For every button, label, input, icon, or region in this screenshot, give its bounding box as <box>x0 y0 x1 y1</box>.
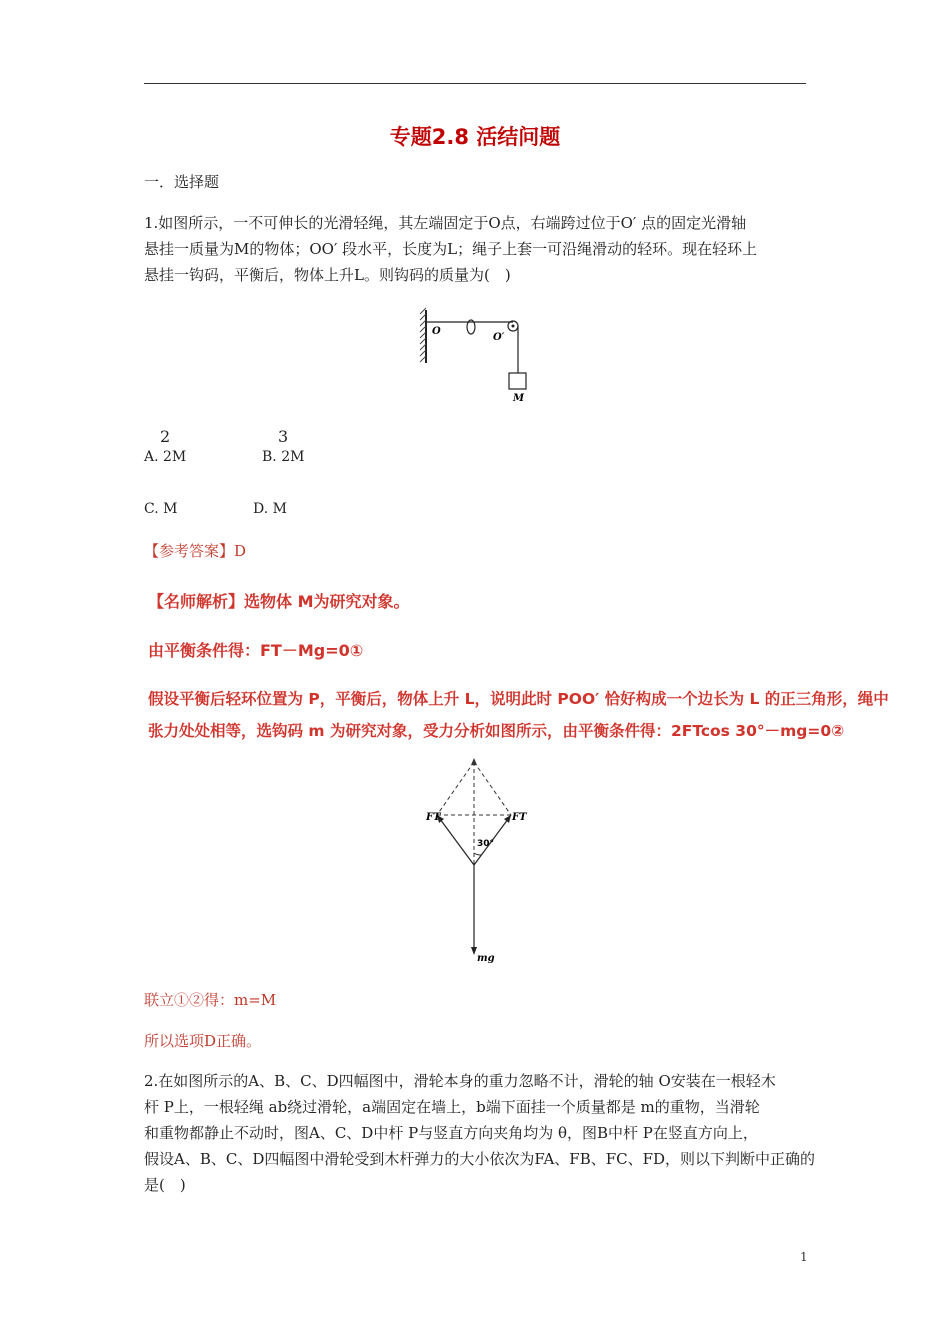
analysis-line-2: 由平衡条件得：FT－Mg=0① <box>148 641 364 660</box>
q2-line-1: 2.在如图所示的A、B、C、D四幅图中，滑轮本身的重力忽略不计，滑轮的轴 O安装在一根轻木 <box>144 1072 776 1090</box>
section-heading: 一．选择题 <box>144 173 220 191</box>
q1-line-3: 悬挂一钩码，平衡后，物体上升L。则钩码的质量为( ) <box>144 266 511 284</box>
label-angle: 30° <box>477 839 495 849</box>
label-mg: mg <box>477 953 495 964</box>
dashed-left-top <box>437 762 474 815</box>
reference-answer: 【参考答案】D <box>144 542 247 560</box>
analysis-line-4: 张力处处相等，选钩码 m 为研究对象，受力分析如图所示，由平衡条件得：2FTcos 30°－mg=0② <box>148 722 845 740</box>
option-a: A. 2M <box>144 449 187 465</box>
q2-line-4: 假设A、B、C、D四幅图中滑轮受到木杆弹力的大小依次为FA、FB、FC、FD，则以下判断中正确的 <box>144 1150 816 1168</box>
option-a-numerator: 2 <box>160 427 171 446</box>
option-d: D. M <box>253 501 287 517</box>
option-b-numerator: 3 <box>278 427 289 446</box>
page-number: 1 <box>800 1250 808 1264</box>
label-o-prime: O′ <box>493 332 505 343</box>
analysis-line-1: 【名师解析】选物体 M为研究对象。 <box>148 592 410 611</box>
q1-line-2: 悬挂一质量为M的物体；OO′ 段水平，长度为L；绳子上套一可沿绳滑动的轻环。现在轻环上 <box>144 240 758 258</box>
label-ft-right: FT <box>512 812 527 823</box>
q2-line-2: 杆 P上，一根轻绳 ab绕过滑轮，a端固定在墙上，b端下面挂一个质量都是 m的重物，当滑轮 <box>144 1098 760 1116</box>
ft-left-vector <box>437 815 474 865</box>
analysis-line-3: 假设平衡后轻环位置为 P，平衡后，物体上升 L，说明此时 POO′ 恰好构成一个边长为 L 的正三角形，绳中 <box>148 690 889 708</box>
conclusion-line: 所以选项D正确。 <box>144 1032 262 1050</box>
label-ft-left: FT <box>426 812 441 823</box>
q1-line-1: 1.如图所示，一不可伸长的光滑轻绳，其左端固定于O点，右端跨过位于O′ 点的固定光滑轴 <box>144 214 747 232</box>
option-c: C. M <box>144 501 178 517</box>
label-m: M <box>513 393 525 404</box>
q1-figure <box>415 305 540 405</box>
page-title: 专题2.8 活结问题 <box>389 125 561 149</box>
q2-line-5: 是( ) <box>144 1176 186 1194</box>
mass-block <box>509 373 526 389</box>
dashed-right-top <box>474 762 511 815</box>
force-diagram <box>420 757 530 967</box>
q2-line-3: 和重物都静止不动时，图A、C、D中杆 P与竖直方向夹角均为 θ，图B中杆 P在竖直方向上， <box>144 1124 758 1142</box>
combine-line: 联立①②得：m=M <box>144 991 277 1009</box>
option-b: B. 2M <box>262 449 305 465</box>
wall-hatch <box>420 308 426 363</box>
header-rule <box>144 83 806 84</box>
label-o: O <box>432 326 441 337</box>
